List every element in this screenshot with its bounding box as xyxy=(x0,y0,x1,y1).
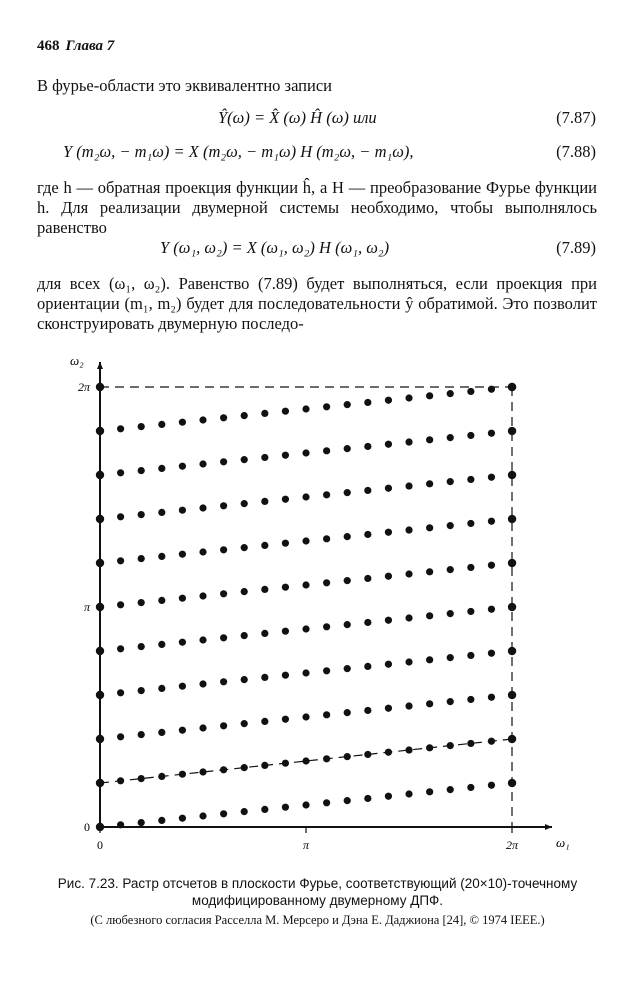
raster-point xyxy=(117,645,124,652)
raster-point xyxy=(488,518,495,525)
raster-point xyxy=(364,619,371,626)
raster-point xyxy=(261,586,268,593)
equation-7-89: Y (ω₁, ω₂) = X (ω₁, ω₂) H (ω₁, ω₂) xyxy=(160,238,390,257)
raster-point xyxy=(117,469,124,476)
raster-point xyxy=(179,463,186,470)
raster-point xyxy=(117,821,124,828)
y-axis-label: ω₂ xyxy=(70,353,84,368)
raster-point xyxy=(364,795,371,802)
raster-point xyxy=(467,432,474,439)
raster-point xyxy=(199,548,206,555)
raster-point xyxy=(467,696,474,703)
raster-point xyxy=(261,454,268,461)
raster-point xyxy=(138,687,145,694)
sampling-raster-chart xyxy=(55,340,570,860)
raster-point xyxy=(488,562,495,569)
raster-point xyxy=(241,500,248,507)
raster-point xyxy=(117,557,124,564)
raster-point xyxy=(323,535,330,542)
raster-point xyxy=(241,808,248,815)
raster-point xyxy=(241,676,248,683)
raster-point xyxy=(344,665,351,672)
raster-point xyxy=(220,766,227,773)
raster-point xyxy=(385,661,392,668)
raster-point xyxy=(405,438,412,445)
raster-point xyxy=(158,817,165,824)
raster-point xyxy=(220,590,227,597)
raster-point xyxy=(467,608,474,615)
raster-point xyxy=(447,434,454,441)
raster-point xyxy=(96,383,104,391)
raster-point xyxy=(96,559,104,567)
raster-point xyxy=(405,746,412,753)
raster-point xyxy=(117,425,124,432)
chart-labels xyxy=(70,353,570,852)
raster-point xyxy=(467,388,474,395)
raster-point xyxy=(426,612,433,619)
raster-point xyxy=(508,779,516,787)
raster-point xyxy=(488,386,495,393)
raster-point xyxy=(117,601,124,608)
raster-point xyxy=(199,636,206,643)
raster-point xyxy=(220,722,227,729)
raster-point xyxy=(344,709,351,716)
raster-point xyxy=(261,674,268,681)
raster-point xyxy=(241,632,248,639)
raster-point xyxy=(385,749,392,756)
raster-point xyxy=(447,610,454,617)
raster-point xyxy=(138,775,145,782)
x-tick-label: 0 xyxy=(97,838,103,852)
raster-point xyxy=(323,799,330,806)
raster-point xyxy=(467,784,474,791)
raster-point xyxy=(117,513,124,520)
raster-point xyxy=(179,507,186,514)
raster-point xyxy=(179,683,186,690)
raster-point xyxy=(344,489,351,496)
chapter-title: Глава 7 xyxy=(65,38,115,54)
raster-point xyxy=(323,447,330,454)
equation-7-87: Ŷ(ω) = X̂ (ω) Ĥ (ω) или xyxy=(218,108,377,127)
raster-point xyxy=(385,793,392,800)
page-number: 468 xyxy=(37,38,60,54)
y-axis-arrow xyxy=(97,362,103,369)
raster-point xyxy=(364,531,371,538)
raster-point xyxy=(138,599,145,606)
raster-point xyxy=(282,760,289,767)
raster-point xyxy=(158,465,165,472)
raster-point xyxy=(158,509,165,516)
raster-point xyxy=(138,423,145,430)
raster-point xyxy=(385,441,392,448)
raster-point xyxy=(241,720,248,727)
intro-text: В фурье-области это эквивалентно записи xyxy=(37,76,332,95)
raster-point xyxy=(117,733,124,740)
raster-point xyxy=(282,496,289,503)
raster-point xyxy=(138,511,145,518)
raster-point xyxy=(488,694,495,701)
raster-point xyxy=(405,526,412,533)
chart-points xyxy=(96,383,516,831)
raster-point xyxy=(302,757,309,764)
raster-point xyxy=(282,716,289,723)
raster-point xyxy=(426,788,433,795)
raster-point xyxy=(96,735,104,743)
raster-point xyxy=(405,394,412,401)
raster-point xyxy=(323,403,330,410)
paragraph-condition: для всех (ω₁, ω₂). Равенство (7.89) будет выполняться, если проекция при ориентации (m₁, m₂) будет для последовательности ŷ обратимой. Это позволит сконструировать двумерную последо- xyxy=(37,274,597,333)
raster-point xyxy=(179,551,186,558)
sampling-raster-figure xyxy=(55,340,570,860)
raster-point xyxy=(261,718,268,725)
raster-point xyxy=(199,592,206,599)
raster-point xyxy=(426,744,433,751)
raster-point xyxy=(467,476,474,483)
raster-point xyxy=(323,579,330,586)
raster-point xyxy=(364,487,371,494)
raster-point xyxy=(364,663,371,670)
raster-point xyxy=(323,755,330,762)
raster-point xyxy=(138,731,145,738)
raster-point xyxy=(158,641,165,648)
raster-point xyxy=(199,416,206,423)
raster-point xyxy=(117,689,124,696)
raster-point xyxy=(508,383,516,391)
raster-point xyxy=(179,595,186,602)
raster-point xyxy=(508,691,516,699)
raster-point xyxy=(179,639,186,646)
raster-point xyxy=(261,498,268,505)
raster-point xyxy=(179,727,186,734)
equation-7-88: Y (m₂ω, − m₁ω) = X (m₂ω, − m₁ω) H (m₂ω, − m₁ω), xyxy=(63,142,414,161)
raster-point xyxy=(241,544,248,551)
y-tick-label: 0 xyxy=(84,820,90,834)
raster-point xyxy=(364,443,371,450)
raster-point xyxy=(323,711,330,718)
raster-point xyxy=(426,524,433,531)
raster-point xyxy=(364,707,371,714)
raster-point xyxy=(199,768,206,775)
raster-point xyxy=(467,740,474,747)
raster-point xyxy=(199,504,206,511)
raster-point xyxy=(323,491,330,498)
raster-point xyxy=(488,782,495,789)
raster-point xyxy=(344,797,351,804)
raster-point xyxy=(302,625,309,632)
raster-point xyxy=(447,742,454,749)
raster-point xyxy=(96,779,104,787)
running-header xyxy=(37,38,114,55)
raster-point xyxy=(467,520,474,527)
raster-point xyxy=(282,804,289,811)
raster-point xyxy=(364,399,371,406)
raster-point xyxy=(344,445,351,452)
raster-point xyxy=(447,522,454,529)
raster-point xyxy=(467,564,474,571)
raster-point xyxy=(488,474,495,481)
paragraph-definition: где h — обратная проекция функции ĥ, а H — преобразование Фурье функции h. Для реализации двумерной системы необходимо, чтобы выполнялось равенство xyxy=(37,178,597,237)
raster-point xyxy=(302,801,309,808)
x-axis-arrow xyxy=(545,824,552,830)
raster-point xyxy=(508,735,516,743)
raster-point xyxy=(96,647,104,655)
raster-point xyxy=(158,685,165,692)
raster-point xyxy=(323,623,330,630)
raster-point xyxy=(241,412,248,419)
raster-point xyxy=(302,449,309,456)
raster-point xyxy=(282,672,289,679)
raster-point xyxy=(426,568,433,575)
raster-point xyxy=(261,542,268,549)
raster-point xyxy=(282,540,289,547)
raster-point xyxy=(405,702,412,709)
raster-point xyxy=(96,823,104,831)
raster-point xyxy=(261,630,268,637)
y-tick-label: 2π xyxy=(77,380,90,394)
raster-point xyxy=(158,729,165,736)
raster-point xyxy=(405,790,412,797)
raster-point xyxy=(426,656,433,663)
raster-point xyxy=(282,584,289,591)
raster-point xyxy=(302,405,309,412)
raster-point xyxy=(508,559,516,567)
x-axis-label: ω₁ xyxy=(556,835,570,850)
raster-point xyxy=(344,577,351,584)
raster-point xyxy=(117,777,124,784)
raster-point xyxy=(426,480,433,487)
raster-point xyxy=(426,700,433,707)
raster-point xyxy=(385,573,392,580)
raster-point xyxy=(447,390,454,397)
raster-point xyxy=(302,713,309,720)
raster-point xyxy=(508,471,516,479)
raster-point xyxy=(220,458,227,465)
raster-point xyxy=(447,786,454,793)
raster-point xyxy=(158,553,165,560)
raster-point xyxy=(426,436,433,443)
raster-point xyxy=(385,397,392,404)
raster-point xyxy=(405,570,412,577)
raster-point xyxy=(405,614,412,621)
raster-point xyxy=(138,555,145,562)
raster-point xyxy=(364,751,371,758)
raster-point xyxy=(179,771,186,778)
x-tick-label: π xyxy=(302,838,310,852)
raster-point xyxy=(96,427,104,435)
raster-point xyxy=(508,603,516,611)
equation-number-7-87: (7.87) xyxy=(556,108,596,127)
raster-point xyxy=(488,606,495,613)
raster-point xyxy=(447,654,454,661)
raster-point xyxy=(96,515,104,523)
raster-point xyxy=(302,669,309,676)
raster-point xyxy=(447,698,454,705)
raster-point xyxy=(405,658,412,665)
raster-point xyxy=(220,414,227,421)
raster-point xyxy=(385,617,392,624)
raster-point xyxy=(385,705,392,712)
raster-point xyxy=(261,762,268,769)
raster-point xyxy=(220,634,227,641)
raster-point xyxy=(199,724,206,731)
raster-point xyxy=(302,493,309,500)
raster-point xyxy=(385,485,392,492)
raster-point xyxy=(488,430,495,437)
raster-point xyxy=(344,401,351,408)
raster-point xyxy=(302,537,309,544)
raster-point xyxy=(344,533,351,540)
raster-point xyxy=(364,575,371,582)
raster-point xyxy=(467,652,474,659)
raster-point xyxy=(158,773,165,780)
raster-point xyxy=(323,667,330,674)
y-tick-label: π xyxy=(83,600,90,614)
raster-point xyxy=(488,650,495,657)
raster-point xyxy=(282,408,289,415)
raster-point xyxy=(261,806,268,813)
raster-point xyxy=(179,815,186,822)
raster-point xyxy=(138,819,145,826)
raster-point xyxy=(199,812,206,819)
raster-point xyxy=(138,467,145,474)
raster-point xyxy=(282,628,289,635)
equation-number-7-88: (7.88) xyxy=(556,142,596,161)
raster-point xyxy=(302,581,309,588)
raster-point xyxy=(261,410,268,417)
raster-point xyxy=(241,764,248,771)
raster-point xyxy=(508,647,516,655)
raster-point xyxy=(405,482,412,489)
figure-caption: Рис. 7.23. Растр отсчетов в плоскости Фурье, соответствующий (20×10)-точечному модифицированному двумерному ДПФ. xyxy=(57,876,578,908)
raster-point xyxy=(241,588,248,595)
raster-point xyxy=(220,678,227,685)
raster-point xyxy=(282,452,289,459)
raster-point xyxy=(385,529,392,536)
raster-point xyxy=(241,456,248,463)
equation-number-7-89: (7.89) xyxy=(556,238,596,257)
raster-point xyxy=(344,753,351,760)
raster-point xyxy=(220,502,227,509)
raster-point xyxy=(447,478,454,485)
raster-point xyxy=(138,643,145,650)
raster-point xyxy=(96,471,104,479)
raster-point xyxy=(447,566,454,573)
raster-point xyxy=(158,597,165,604)
raster-point xyxy=(220,810,227,817)
raster-point xyxy=(96,603,104,611)
raster-point xyxy=(508,427,516,435)
raster-point xyxy=(508,515,516,523)
raster-point xyxy=(158,421,165,428)
chart-axes xyxy=(97,362,552,833)
figure-credit: (С любезного согласия Расселла М. Мерсеро и Дэна Е. Даджиона [24], © 1974 IEEE.) xyxy=(90,913,545,927)
raster-point xyxy=(426,392,433,399)
raster-point xyxy=(96,691,104,699)
raster-point xyxy=(344,621,351,628)
raster-point xyxy=(199,680,206,687)
x-tick-label: 2π xyxy=(505,838,519,852)
raster-point xyxy=(488,738,495,745)
raster-point xyxy=(179,419,186,426)
raster-point xyxy=(199,460,206,467)
raster-point xyxy=(220,546,227,553)
